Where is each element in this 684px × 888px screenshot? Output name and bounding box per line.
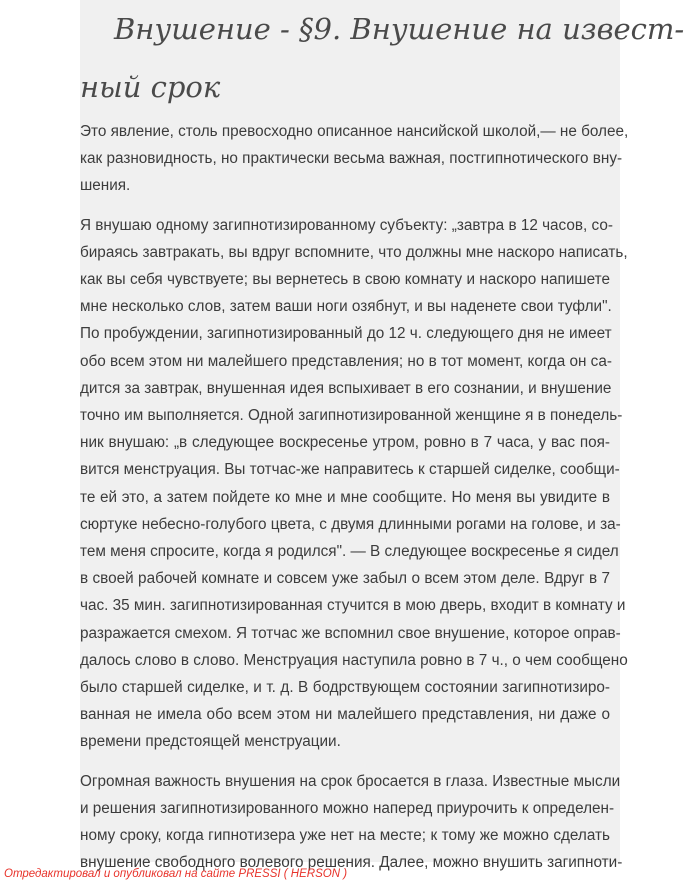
footer-credit: Отредактировал и опубликовал на сайте PRESSI ( HERSON ) <box>4 868 348 880</box>
text-line: обо всем этом ни малейшего представления; но в тот момент, когда он са- <box>80 352 612 370</box>
text-line: Я внушаю одному загипнотизированному субъекту: „завтра в 12 часов, со- <box>80 216 613 234</box>
text-line: Это явление, столь превосходно описанное нансийской школой,— не более, <box>80 123 629 140</box>
text-line: внушение свободного волевого решения. Далее, можно внушить загипноти- <box>80 854 623 872</box>
text-line: Огромная важность внушения на срок бросается в глаза. Известные мысли <box>80 772 621 790</box>
chapter-heading <box>80 0 684 116</box>
text-line: ному сроку, когда гипнотизера уже нет на месте; к тому же можно сделать <box>80 827 610 845</box>
text-line: По пробуждении, загипнотизированный до 12 ч. следующего дня не имеет <box>80 325 612 343</box>
text-line: точно им выполняется. Одной загипнотизированной женщине я в понедель- <box>80 407 623 425</box>
text-line: и решения загипнотизированного можно наперед приурочить к определен- <box>80 799 615 817</box>
text-line: времени предстоящей менструации. <box>80 733 341 751</box>
body-text <box>80 118 629 888</box>
text-line: ванная не имела обо всем этом ни малейшего представления, ни даже о <box>80 706 610 724</box>
text-line: было старшей сиделке, и т. д. В бодрствующем состоянии загипнотизиро- <box>80 679 610 697</box>
paragraph-importance <box>80 768 623 877</box>
heading-line: ный срок <box>80 70 221 104</box>
text-line: разражается смехом. Я тотчас же вспомнил свое внушение, которое оправ- <box>80 624 621 642</box>
text-line: вится менструация. Вы тотчас-же направитесь к старшей сиделке, сообщи- <box>80 461 620 479</box>
text-line: час. 35 мин. загипнотизированная стучится в мою дверь, входит в комнату и <box>80 597 626 615</box>
text-line: дится за завтрак, внушенная идея вспыхивает в его сознании, и внушение <box>80 379 612 397</box>
text-line: мне несколько слов, затем ваши ноги озябнут, и вы наденете свои туфли". <box>80 298 612 316</box>
text-line: в своей рабочей комнате и совсем уже забыл о всем этом деле. Вдруг в 7 <box>80 570 610 588</box>
text-line: шения. <box>80 177 131 195</box>
text-line: как вы себя чувствуете; вы вернетесь в свою комнату и наскоро напишете <box>80 271 610 289</box>
text-line: как разновидность, но практически весьма важная, постгипнотического вну- <box>80 150 623 168</box>
text-line: ник внушаю: „в следующее воскресенье утром, ровно в 7 часа, у вас поя- <box>80 434 610 452</box>
text-line: сюртуке небесно-голубого цвета, с двумя длинными рогами на голове, и за- <box>80 515 621 533</box>
paragraph-intro <box>80 118 629 200</box>
text-line: те ей это, а затем пойдете ко мне и мне сообщите. Но меня вы увидите в <box>80 488 610 506</box>
heading-line: Внушение - §9. Внушение на извест- <box>114 12 684 46</box>
paragraph-example <box>80 212 628 756</box>
text-line: бираясь завтракать, вы вдруг вспомните, что должны мне наскоро написать, <box>80 243 628 261</box>
text-line: тем меня спросите, когда я родился". — В следующее воскресенье я сидел <box>80 543 619 561</box>
text-line: далось слово в слово. Менструация наступила ровно в 7 ч., о чем сообщено <box>80 651 628 669</box>
